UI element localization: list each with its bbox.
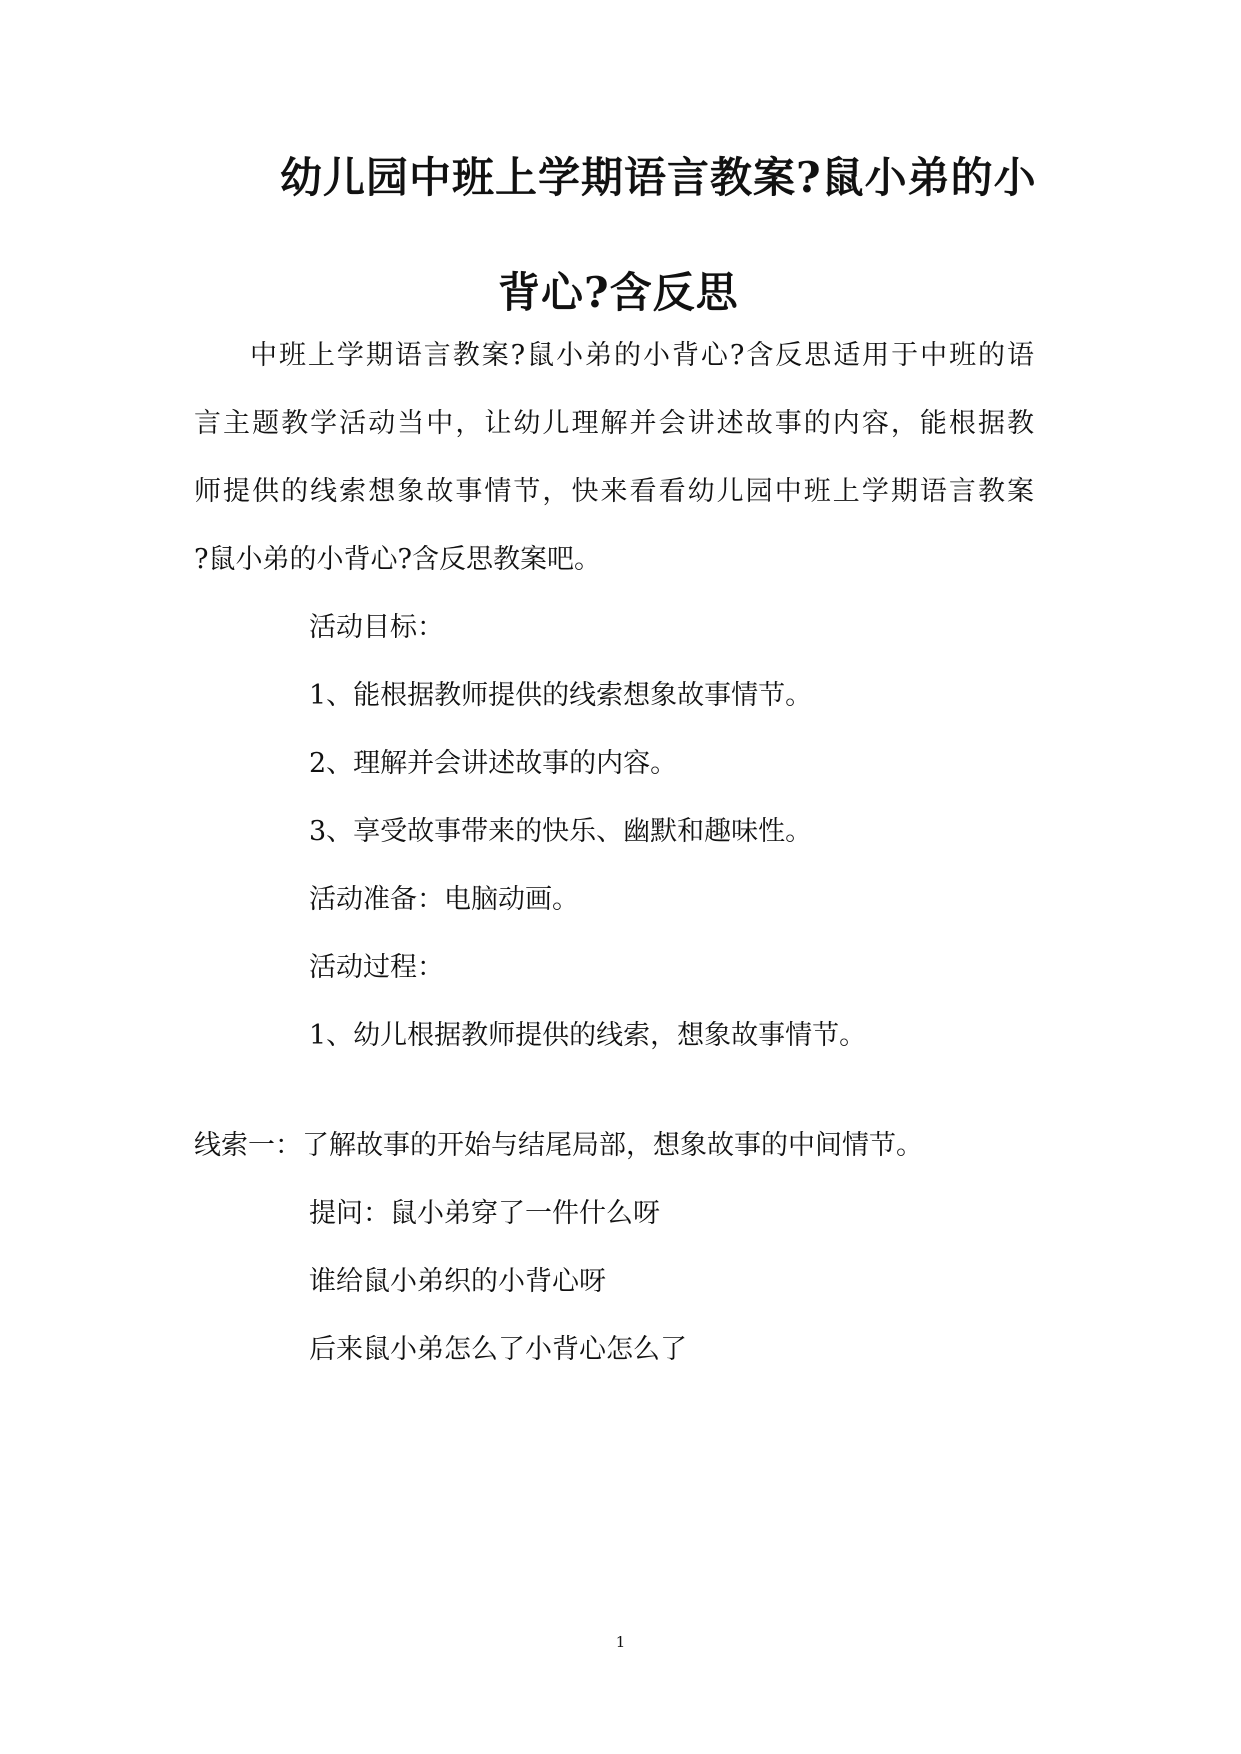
goals-heading: 活动目标： — [309, 612, 444, 643]
question-line-2: 谁给鼠小弟织的小背心呀 — [309, 1266, 606, 1297]
question-line-1: 提问：鼠小弟穿了一件什么呀 — [309, 1198, 660, 1229]
question-line-3: 后来鼠小弟怎么了小背心怎么了 — [309, 1334, 687, 1365]
page-title-line-2: 背心?含反思 — [498, 268, 739, 317]
intro-line-1: 中班上学期语言教案?鼠小弟的小背心?含反思适用于中班的语 — [250, 340, 1034, 371]
page-number: 1 — [615, 1633, 626, 1651]
goal-item-1: 1、能根据教师提供的线索想象故事情节。 — [309, 680, 813, 711]
process-heading: 活动过程： — [309, 952, 444, 983]
goal-item-3: 3、享受故事带来的快乐、幽默和趣味性。 — [309, 816, 813, 847]
clue-1-line: 线索一：了解故事的开始与结尾局部，想象故事的中间情节。 — [194, 1130, 923, 1161]
process-step-1: 1、幼儿根据教师提供的线索，想象故事情节。 — [309, 1020, 867, 1051]
intro-line-2: 言主题教学活动当中，让幼儿理解并会讲述故事的内容，能根据教 — [194, 408, 1034, 439]
intro-line-4: ?鼠小弟的小背心?含反思教案吧。 — [194, 544, 601, 575]
goal-item-2: 2、理解并会讲述故事的内容。 — [309, 748, 678, 779]
page-title-line-1: 幼儿园中班上学期语言教案?鼠小弟的小 — [280, 153, 1037, 202]
intro-line-3: 师提供的线索想象故事情节，快来看看幼儿园中班上学期语言教案 — [194, 476, 1034, 507]
preparation-line: 活动准备：电脑动画。 — [309, 884, 579, 915]
